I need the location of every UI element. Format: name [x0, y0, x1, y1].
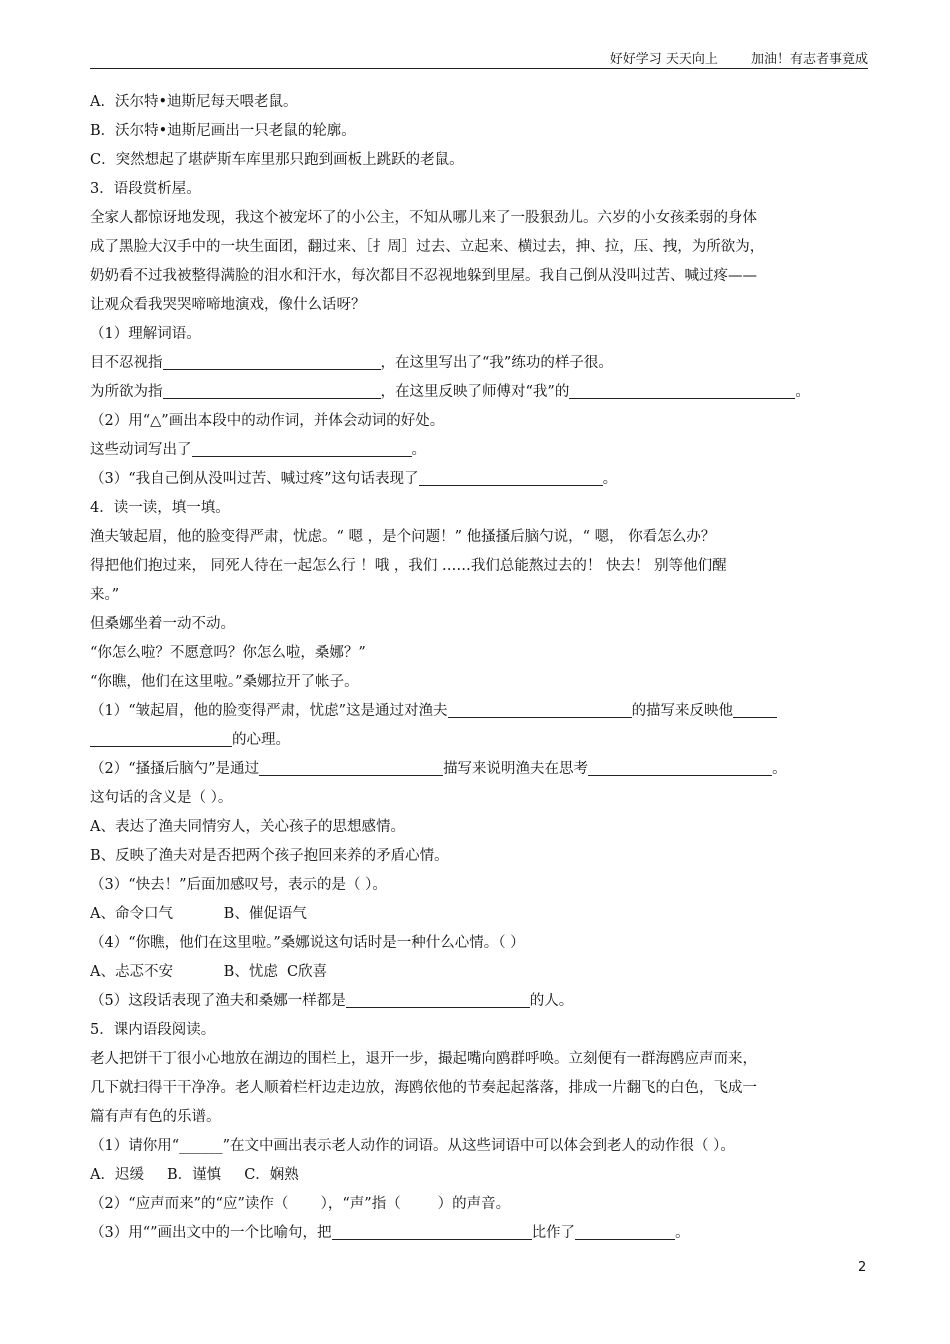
question-5-sub-2: （2）“应声而来”的“应”读作（ ），“声”指（ ）的声音。 [90, 1196, 511, 1212]
q3-word-2-middle: ，在这里反映了师傅对“我”的 [380, 384, 570, 400]
document-body [90, 88, 868, 1248]
passage-5-line: 老人把饼干丁很小心地放在湖边的围栏上，退开一步，撮起嘴向鸥群呼唤。立刻便有一群海鸥应声而来， [90, 1051, 757, 1067]
q4-sub-1-prompt: （1）“皱起眉，他的脸变得严肃，忧虑”这是通过对渔夫 [90, 703, 448, 719]
passage-5-line: 篇有声有色的乐谱。 [90, 1109, 221, 1125]
passage-3-line: 让观众看我哭哭啼啼地演戏，像什么话呀？ [90, 297, 366, 313]
passage-5-line: 几下就扫得干干净净。老人顺着栏杆边走边放，海鸥依他的节奏起起落落，排成一片翻飞的白色，飞成一 [90, 1080, 757, 1096]
option-c: C．突然想起了堪萨斯车库里那只跑到画板上跳跃的老鼠。 [90, 152, 464, 168]
q3-verbs-prompt: 这些动词写出了 [90, 442, 192, 458]
header-motto-right: 加油！有志者事竟成 [750, 52, 868, 67]
question-5-sub-1: （1）请你用“______”在文中画出表示老人动作的词语。从这些词语中可以体会到老人的动作很（ ）。 [90, 1138, 735, 1154]
answer-blank[interactable] [575, 1220, 675, 1240]
passage-4-line: 来。” [90, 587, 120, 603]
q5-sub-1-options: A．迟缓 B．谨慎 C．娴熟 [90, 1167, 299, 1183]
q4-sub-5-prompt: （5）这段话表现了渔夫和桑娜一样都是 [90, 993, 346, 1009]
question-5-sub-3 [90, 1219, 868, 1248]
answer-blank[interactable] [163, 350, 381, 370]
q4-meaning-option-a: A、表达了渔夫同情穷人，关心孩子的思想感情。 [90, 819, 405, 835]
answer-blank[interactable] [588, 756, 772, 776]
q5-sub-3-prompt: （3）用“”画出文中的一个比喻句，把 [90, 1225, 332, 1241]
passage-3-line: 全家人都惊讶地发现，我这个被宠坏了的小公主，不知从哪儿来了一股狠劲儿。六岁的小女孩柔弱的身体 [90, 210, 757, 226]
answer-blank[interactable] [259, 756, 443, 776]
q3-sub-3-prompt: （3）“我自己倒从没叫过苦、喊过疼”这句话表现了 [90, 471, 419, 487]
answer-blank[interactable] [733, 698, 777, 718]
passage-4-line: 但桑娜坐着一动不动。 [90, 616, 235, 632]
question-4-sub-1 [90, 697, 868, 726]
header-gap [718, 52, 751, 67]
q3-word-2-end: 。 [795, 384, 810, 400]
question-3-sub-3 [90, 465, 868, 494]
passage-4-line: 得把他们抱过来， 同死人待在一起怎么行 ！哦 ，我们 ……我们总能熬过去的！ 快去！ 别等他们醒 [90, 558, 727, 574]
question-4-sub-2 [90, 755, 868, 784]
q3-word-1 [90, 349, 868, 378]
option-a: A．沃尔特•迪斯尼每天喂老鼠。 [90, 94, 298, 110]
q5-sub-3-middle: 比作了 [531, 1225, 576, 1241]
q4-sub-2-prompt: （2）“搔搔后脑勺”是通过 [90, 761, 260, 777]
q3-verbs-answer [90, 436, 868, 465]
question-3-title: 3．语段赏析屋。 [90, 181, 201, 197]
answer-blank[interactable] [90, 727, 232, 747]
answer-blank[interactable] [346, 988, 530, 1008]
question-4-sub-4: （4）“你瞧，他们在这里啦。”桑娜说这句话时是一种什么心情。（ ） [90, 935, 525, 951]
question-5-title: 5．课内语段阅读。 [90, 1022, 216, 1038]
question-4-title: 4．读一读，填一填。 [90, 500, 230, 516]
passage-3-line: 成了黑脸大汉手中的一块生面团，翻过来、［扌周］过去、立起来、横过去，抻、拉，压、拽，为所欲为， [90, 239, 765, 255]
q3-word-2 [90, 378, 868, 407]
question-3-sub-2: （2）用“△”画出本段中的动作词，并体会动词的好处。 [90, 413, 445, 429]
q4-meaning-question: 这句话的含义是（ ）。 [90, 790, 233, 806]
question-4-sub-5 [90, 987, 868, 1016]
question-4-sub-1-cont [90, 726, 868, 755]
question-4-sub-3: （3）“快去！”后面加感叹号，表示的是（ ）。 [90, 877, 387, 893]
q3-word-1-suffix: ，在这里写出了“我”练功的样子很。 [380, 355, 613, 371]
answer-blank[interactable] [192, 437, 412, 457]
answer-blank[interactable] [332, 1220, 532, 1240]
q4-meaning-option-b: B、反映了渔夫对是否把两个孩子抱回来养的矛盾心情。 [90, 848, 449, 864]
passage-4-line: 渔夫皱起眉，他的脸变得严肃，忧虑。“ 嗯 ，是个问题！” 他搔搔后脑勺说，“ 嗯， 你看怎么办？ [90, 529, 716, 545]
q4-sub-4-options: A、忐忑不安 B、忧虑 C欣喜 [90, 964, 328, 980]
q3-sub-3-end: 。 [602, 471, 618, 487]
q4-sub-1-end: 的心理。 [232, 732, 290, 748]
q4-sub-1-middle: 的描写来反映他 [631, 703, 734, 719]
q4-sub-2-end: 。 [772, 761, 787, 777]
header-motto-left: 好好学习 天天向上 [609, 52, 718, 67]
answer-blank[interactable] [163, 379, 381, 399]
passage-3-line: 奶奶看不过我被整得满脸的泪水和汗水，每次都目不忍视地躲到里屋。我自己倒从没叫过苦、喊过疼—— [90, 268, 757, 284]
page-header [90, 48, 868, 69]
question-3-sub-1: （1）理解词语。 [90, 326, 201, 342]
q4-sub-3-options: A、命令口气 B、催促语气 [90, 906, 307, 922]
answer-blank[interactable] [448, 698, 632, 718]
passage-4-line: “你瞧，他们在这里啦。”桑娜拉开了帐子。 [90, 674, 359, 690]
q4-sub-5-end: 的人。 [529, 993, 574, 1009]
q4-sub-2-middle: 描写来说明渔夫在思考 [443, 761, 589, 777]
q5-sub-3-end: 。 [675, 1225, 690, 1241]
q3-word-2-prompt: 为所欲为指 [90, 384, 163, 400]
page-number: 2 [858, 1260, 867, 1275]
option-b: B．沃尔特•迪斯尼画出一只老鼠的轮廓。 [90, 123, 356, 139]
q3-verbs-end: 。 [411, 442, 426, 458]
answer-blank[interactable] [419, 466, 603, 486]
q3-word-1-prompt: 目不忍视指 [90, 355, 163, 371]
passage-4-line: “你怎么啦？不愿意吗？你怎么啦，桑娜？” [90, 645, 366, 661]
answer-blank[interactable] [569, 379, 795, 399]
